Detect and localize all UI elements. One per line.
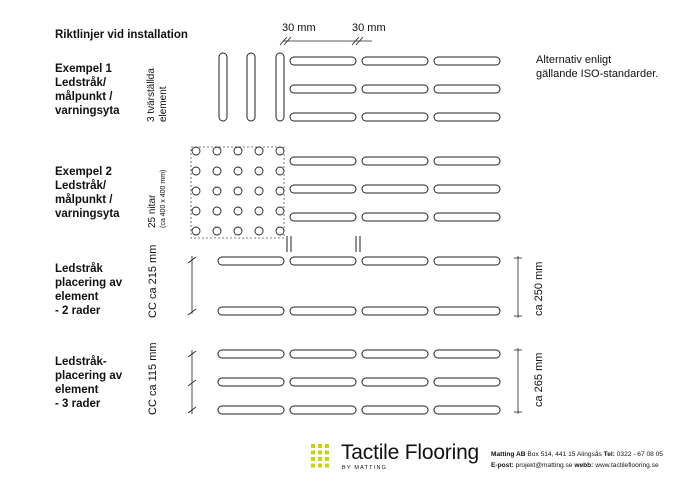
email-address[interactable]: projekt@matting.se [515,462,573,469]
brand-name: Tactile Flooring [341,441,480,464]
stud [213,227,221,235]
example-2-horizontal-bars [290,157,500,221]
two-rows-cc-label: CC ca 215 mm [147,244,159,318]
guidance-bar [362,85,428,93]
company-address: Box 514, 441 15 Alingsås [527,451,602,458]
stud [276,147,284,155]
contact-address-line [491,449,663,460]
dimension-label-right: 30 mm [352,22,386,34]
iso-standard-note: Alternativ enligt gällande ISO-standarder. [536,54,659,80]
guidance-bar [290,406,356,414]
guidance-bar [362,350,428,358]
logo-dot [311,444,315,448]
guidance-bar [290,378,356,386]
guidance-bar [290,85,356,93]
example-1-rotated-line2: element [158,86,169,122]
example-2-rotated-line1: 25 nitar [147,194,158,228]
stud [234,207,242,215]
example-2-rotated-line2: (ca 400 x 400 mm) [160,169,167,228]
guidance-bar [290,113,356,121]
guidance-bar [434,113,500,121]
tactile-flooring-logo-icon [311,444,329,468]
guidance-bar [290,185,356,193]
company-label: Matting AB [491,451,526,458]
guidance-bar [434,307,500,315]
guidance-bar [362,57,428,65]
stud [192,227,200,235]
brand-subline: BY MATTING [342,465,388,471]
guidance-bar [434,157,500,165]
stud [234,147,242,155]
guidance-bar [434,213,500,221]
guidance-bar [218,406,284,414]
guidance-bar [290,350,356,358]
stud [255,227,263,235]
email-label: E-post: [491,462,514,469]
logo-dot [311,457,315,461]
logo-dot [318,457,322,461]
example-1-rotated-line1: 3 tvärställda [146,68,157,122]
logo-dot [318,444,322,448]
guidance-bar [362,257,428,265]
example-1-label: Exempel 1 Ledstråk/ målpunkt / varningsyta [55,63,120,117]
guidance-bar [218,307,284,315]
guidance-bar [290,157,356,165]
logo-dot [318,451,322,455]
alignment-ticks [287,236,360,252]
logo-dot [325,451,329,455]
guidance-bar [290,257,356,265]
web-label: webb: [574,462,594,469]
stud [234,187,242,195]
dimension-label-left: 30 mm [282,22,316,34]
guidance-bar [290,307,356,315]
guidance-bar [362,185,428,193]
stud [213,147,221,155]
logo-dot [311,464,315,468]
three-rows-bars [218,350,500,414]
example-2-studs [192,147,284,235]
guidance-bar [362,157,428,165]
guidance-bar [362,113,428,121]
guidance-bar [218,257,284,265]
example-1-horizontal-bars [290,57,500,121]
page-title: Riktlinjer vid installation [55,29,188,41]
logo-dot [325,464,329,468]
logo-dot [311,451,315,455]
stud [276,207,284,215]
dimension-line-top [280,37,372,45]
three-rows-cc-label: CC ca 115 mm [147,342,159,415]
logo-dot [325,444,329,448]
guidance-bar [290,213,356,221]
logo-dot [325,457,329,461]
example-2-label: Exempel 2 Ledstråk/ målpunkt / varningsyta [55,166,120,220]
three-rows-label: Ledstråk- placering av element - 3 rader [55,356,123,410]
stud [234,167,242,175]
three-rows-height-label: ca 265 mm [533,352,545,407]
stud [255,147,263,155]
guidance-bar [218,350,284,358]
stud [276,187,284,195]
guidance-bar [434,185,500,193]
stud [213,187,221,195]
guidance-bar [434,57,500,65]
guidance-bar [434,350,500,358]
stud [192,187,200,195]
stud [234,227,242,235]
stud-grid-outline [191,147,284,238]
web-address[interactable]: www.tactileflooring.se [595,462,659,469]
guidance-bar [434,406,500,414]
two-rows-bars [218,257,500,315]
stud [192,147,200,155]
stud [213,167,221,175]
stud [192,207,200,215]
example-1-vertical-elements [219,53,284,121]
logo-dot [318,464,322,468]
stud [276,227,284,235]
guidance-bar [434,378,500,386]
contact-info [491,449,663,471]
stud [255,187,263,195]
stud [255,207,263,215]
guidance-bar [290,57,356,65]
stud [276,167,284,175]
guidance-bar [362,406,428,414]
guidance-bar [362,213,428,221]
guidance-bar [218,378,284,386]
guidance-bar [362,307,428,315]
guidance-bar [434,85,500,93]
contact-web-line [491,460,663,471]
two-rows-label: Ledstråk placering av element - 2 rader [55,263,123,317]
two-rows-height-label: ca 250 mm [533,261,545,316]
tel-number: 0322 - 67 08 05 [616,451,663,458]
guidance-bar [434,257,500,265]
stud [255,167,263,175]
tel-label: Tel: [603,451,615,458]
stud [213,207,221,215]
guidance-bar [362,378,428,386]
stud [192,167,200,175]
